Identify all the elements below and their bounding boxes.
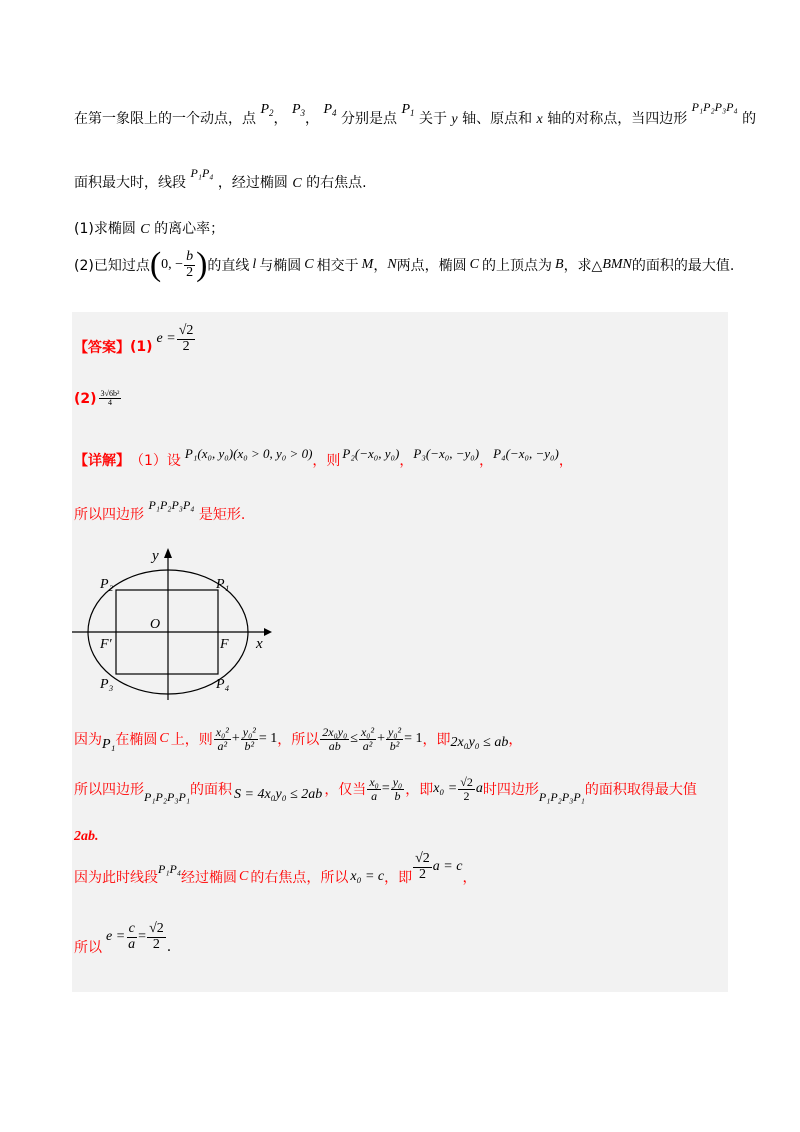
inequality: $\frac{\text{2x₀y₀}}{ab}$ ≤ $\frac{\text{x₀²}}{\text{a²}}$ + $\frac{\text{y₀²}}{\text{b²}}$ = 1: [322, 725, 423, 753]
question-1: (1)求椭圆 C 的离心率；: [74, 221, 225, 237]
point-p4: $P_4$: [323, 102, 337, 118]
label-p4: P₄: [216, 677, 230, 692]
point-p2: $P_2$: [260, 102, 274, 118]
point-p3: $P_3$: [291, 102, 306, 118]
answer-label: 【答案】: [74, 340, 130, 357]
label-x: x: [256, 636, 263, 652]
fraction-sqrt2-over-2: $\frac{√2}{2}$: [178, 323, 194, 354]
detail-line-6: 因为此时线段 P₁P₄ 经过椭圆 C 的右焦点，所以 x₀ = c ，即 $\frac{√2}{2}$ a = c ，: [74, 851, 477, 887]
ellipse-equation: $\frac{\text{x₀²}}{\text{a²}}$ + $\frac{\text{y₀²}}{\text{b²}}$ = 1: [215, 725, 278, 753]
ellipse-figure: [66, 542, 276, 702]
label-f: F: [220, 637, 229, 652]
detail-line-4: 所以四边形 P₁P₂P₃P₁ 的面积 S = 4x₀y₀ ≤ 2ab ，仅当 $\frac{\text{x₀}}{a}$ = $\frac{\text{y₀}}{b}$ ，即 x₀ = $\frac{√2}{2}$ a 时四边形 P₁P₂P₃P₁ 的面积取得最大值: [74, 775, 697, 804]
label-p3: P₃: [100, 677, 114, 692]
eccentricity-result: e = $\frac{c}{a}$ = $\frac{√2}{2}$: [106, 921, 164, 952]
quad-p1p2p3p4: P₁P₂P₃P₄: [691, 100, 738, 114]
answer-line-2: (2) $\frac{\text{3√6b²}}{4}$: [74, 389, 120, 408]
question-2: (2)已知过点 ( 0, − $\frac{b}{2}$ ) 的直线 l 与椭圆 C 相交于 M ， N 两点，椭圆 C 的上顶点为 B ，求△ BMN 的面积的最大值.: [74, 246, 735, 283]
detail-line-1: 【详解】 （1）设 P₁(x₀, y₀)(x₀ > 0, y₀ > 0) ，则 P₂(−x₀, y₀) ， P₃(−x₀, −y₀) ， P₄(−x₀, −y₀) ，: [74, 446, 573, 469]
label-y: y: [152, 548, 159, 564]
answer-line-1: 【答案】 (1) e = $\frac{√2}{2}$: [74, 323, 194, 357]
detail-line-7: 所以 e = $\frac{c}{a}$ = $\frac{√2}{2}$ .: [74, 921, 172, 957]
point-p1: $P_1$: [401, 102, 415, 118]
label-f-prime: F′: [100, 637, 112, 652]
label-origin: O: [150, 617, 161, 632]
detail-line-5: 2ab.: [74, 829, 99, 844]
label-p2: P₂: [100, 577, 114, 592]
x-axis-arrow-icon: [264, 628, 272, 636]
fraction-3sqrt6b2-over-4: $\frac{\text{3√6b²}}{4}$: [100, 389, 120, 408]
fraction-b-over-2: $\frac{b}{2}$: [186, 248, 194, 280]
segment-p1p4: P₁P₄: [190, 166, 214, 180]
detail-line-2: 所以四边形 P₁P₂P₃P₄ 是矩形.: [74, 498, 246, 523]
problem-line-1: 在第一象限上的一个动点，点 $P_2$， $P_3$， $P_4$ 分别是点 $P_1$ 关于 y 轴、原点和 x 轴的对称点，当四边形 P₁P₂P₃P₄ 的: [74, 100, 757, 127]
detail-label: 【详解】: [74, 453, 130, 469]
y-axis-arrow-icon: [164, 548, 172, 558]
problem-line-2: 面积最大时，线段 P₁P₄ ，经过椭圆 C 的右焦点.: [74, 166, 367, 191]
detail-line-3: 因为 P₁ 在椭圆 C 上，则 $\frac{\text{x₀²}}{\text{a²}}$ + $\frac{\text{y₀²}}{\text{b²}}$ = 1 ，所以 $\frac{\text{2x₀y₀}}{ab}$ ≤ $\frac{\text{x₀²}}{\text{a²}}$ + $\frac{\text{y₀²}}{\text{b²}}$ = 1 ，即 2x₀y₀ ≤ ab ，: [74, 725, 523, 753]
label-p1: P₁: [216, 577, 230, 592]
